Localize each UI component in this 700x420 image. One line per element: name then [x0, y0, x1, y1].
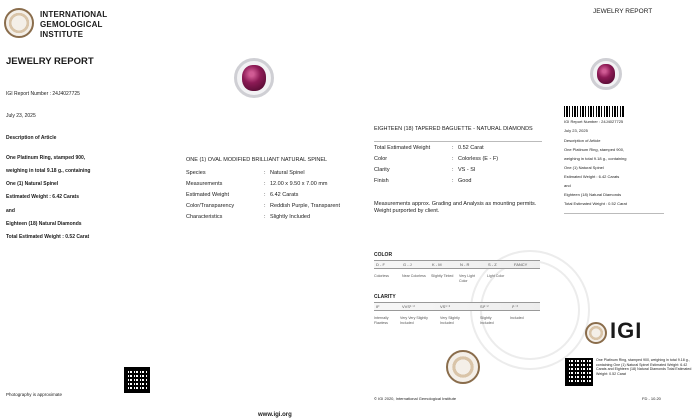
ring-thumbnail — [590, 58, 622, 90]
spinel-label: Species — [186, 170, 206, 176]
clarity-grade-desc: Included — [510, 316, 524, 320]
separator: : — [264, 214, 266, 220]
spinel-label: Measurements — [186, 181, 223, 187]
igi-seal-stamp — [446, 350, 480, 384]
separator: : — [264, 203, 266, 209]
spinel-label: Characteristics — [186, 214, 223, 220]
strip-line: weighing in total 9.18 g., containing — [564, 156, 627, 161]
spinel-label: Color/Transparency — [186, 203, 235, 209]
color-grade: K - M — [432, 262, 442, 267]
separator: : — [452, 156, 454, 162]
measurement-note: Measurements approx. Grading and Analysis as mounting permits. Weight purported by client. — [374, 201, 537, 214]
ring-photo — [234, 58, 274, 98]
diamonds-label: Finish — [374, 178, 389, 184]
clarity-grade: SI¹⁻² — [480, 304, 489, 309]
copyright: © IGI 2020, International Gemological Institute — [374, 396, 457, 401]
clarity-grade: I¹⁻³ — [512, 304, 518, 309]
igi-seal-logo — [4, 8, 34, 38]
strip-line: and — [564, 183, 571, 188]
igi-logo-seal — [585, 322, 607, 344]
description-line: One Platinum Ring, stamped 900, — [6, 155, 86, 161]
strip-date: July 23, 2025 — [564, 128, 588, 133]
color-grade: D - F — [376, 262, 385, 267]
description-line: One (1) Natural Spinel — [6, 181, 59, 187]
spinel-value: 12.00 x 9.50 x 7.00 mm — [270, 181, 328, 187]
separator: : — [264, 181, 266, 187]
photo-note: Photography is approximate — [6, 392, 63, 397]
color-grade: FANCY — [514, 262, 528, 267]
institute-line: INSTITUTE — [40, 30, 84, 39]
divider — [374, 141, 542, 142]
report-title: JEWELRY REPORT — [6, 56, 94, 67]
clarity-grade-desc: Very Slightly Included — [440, 316, 460, 325]
diamonds-value: Colorless (E - F) — [458, 156, 499, 162]
clarity-grade-desc: Very Very Slightly Included — [400, 316, 428, 325]
strip-line: One Platinum Ring, stamped 900, — [564, 147, 625, 152]
separator: : — [452, 145, 454, 151]
description-line: Eighteen (18) Natural Diamonds — [6, 221, 82, 227]
description-line: weighing in total 9.18 g., containing — [6, 168, 91, 174]
separator: : — [452, 167, 454, 173]
clarity-grade: VVS¹⁻² — [402, 304, 415, 309]
strip-description-label: Description of Article — [564, 138, 601, 143]
report-date: July 23, 2025 — [6, 113, 36, 119]
description-line: Estimated Weight : 6.42 Carats — [6, 194, 79, 200]
clarity-scale-title: CLARITY — [374, 294, 396, 300]
spinel-value: Natural Spinel — [270, 170, 305, 176]
qr-code[interactable] — [124, 367, 150, 393]
spinel-value: Reddish Purple, Transparent — [270, 203, 341, 209]
institute-line: GEMOLOGICAL — [40, 20, 103, 29]
clarity-grade: VS¹⁻² — [440, 304, 451, 309]
separator: : — [264, 170, 266, 176]
clarity-grade-desc: Internally Flawless — [374, 316, 389, 325]
spinel-value: Slightly Included — [270, 214, 311, 220]
color-grade: S - Z — [488, 262, 497, 267]
strip-line: Total Estimated Weight : 0.52 Carat — [564, 201, 627, 206]
separator: : — [452, 178, 454, 184]
divider — [564, 213, 664, 214]
institute-line: INTERNATIONAL — [40, 10, 108, 19]
diamonds-heading: EIGHTEEN (18) TAPERED BAGUETTE - NATURAL DIAMONDS — [374, 126, 533, 132]
diamonds-label: Total Estimated Weight — [374, 145, 431, 151]
report-number: IGI Report Number : 24J4027725 — [6, 91, 80, 97]
color-grade: G - J — [403, 262, 412, 267]
color-grade-desc: Colorless — [374, 274, 389, 278]
description-line: and — [6, 208, 15, 214]
diamonds-value: VS - SI — [458, 167, 476, 173]
strip-summary: One Platinum Ring, stamped 900, weighing in total 9.18 g., containing One (1) Natural Spinel Estimated Weight: 6.42 Carats and Eighteen (18) Natural Diamonds Total Estimated Weight: 0.52 Carat — [596, 358, 692, 376]
strip-line: Estimated Weight : 6.42 Carats — [564, 174, 620, 179]
diamonds-label: Clarity — [374, 167, 390, 173]
spinel-value: 6.42 Carats — [270, 192, 299, 198]
color-grade-desc: Slightly Tinted — [431, 274, 454, 278]
color-grade-desc: Very Light Color — [459, 274, 475, 283]
spinel-label: Estimated Weight — [186, 192, 230, 198]
color-scale-title: COLOR — [374, 252, 393, 258]
diamonds-value: Good — [458, 178, 472, 184]
color-grade-desc: Light Color — [487, 274, 505, 278]
strip-report-number: IGI Report Number : 24J4027725 — [564, 119, 624, 124]
description-line: Total Estimated Weight : 0.52 Carat — [6, 234, 90, 240]
form-code: FD - 10.20 — [642, 396, 661, 401]
spinel-gem — [597, 64, 615, 84]
diamonds-label: Color — [374, 156, 388, 162]
strip-line: One (1) Natural Spinel — [564, 165, 604, 170]
color-grade-desc: Near Colorless — [402, 274, 426, 278]
description-label: Description of Article — [6, 135, 57, 141]
strip-title: JEWELRY REPORT — [593, 8, 653, 15]
igi-logo-text: IGI — [610, 318, 643, 343]
clarity-grade: IF — [376, 304, 380, 309]
website-link[interactable]: www.igi.org — [258, 412, 292, 418]
color-grade: N - R — [460, 262, 470, 267]
diamonds-value: 0.52 Carat — [458, 145, 484, 151]
barcode — [564, 106, 624, 117]
separator: : — [264, 192, 266, 198]
spinel-heading: ONE (1) OVAL MODIFIED BRILLIANT NATURAL SPINEL — [186, 157, 328, 163]
strip-qr-code[interactable] — [565, 358, 593, 386]
clarity-grade-desc: Slightly Included — [480, 316, 494, 325]
spinel-gem — [242, 65, 266, 91]
strip-line: Eighteen (18) Natural Diamonds — [564, 192, 622, 197]
institute-name — [40, 10, 160, 40]
